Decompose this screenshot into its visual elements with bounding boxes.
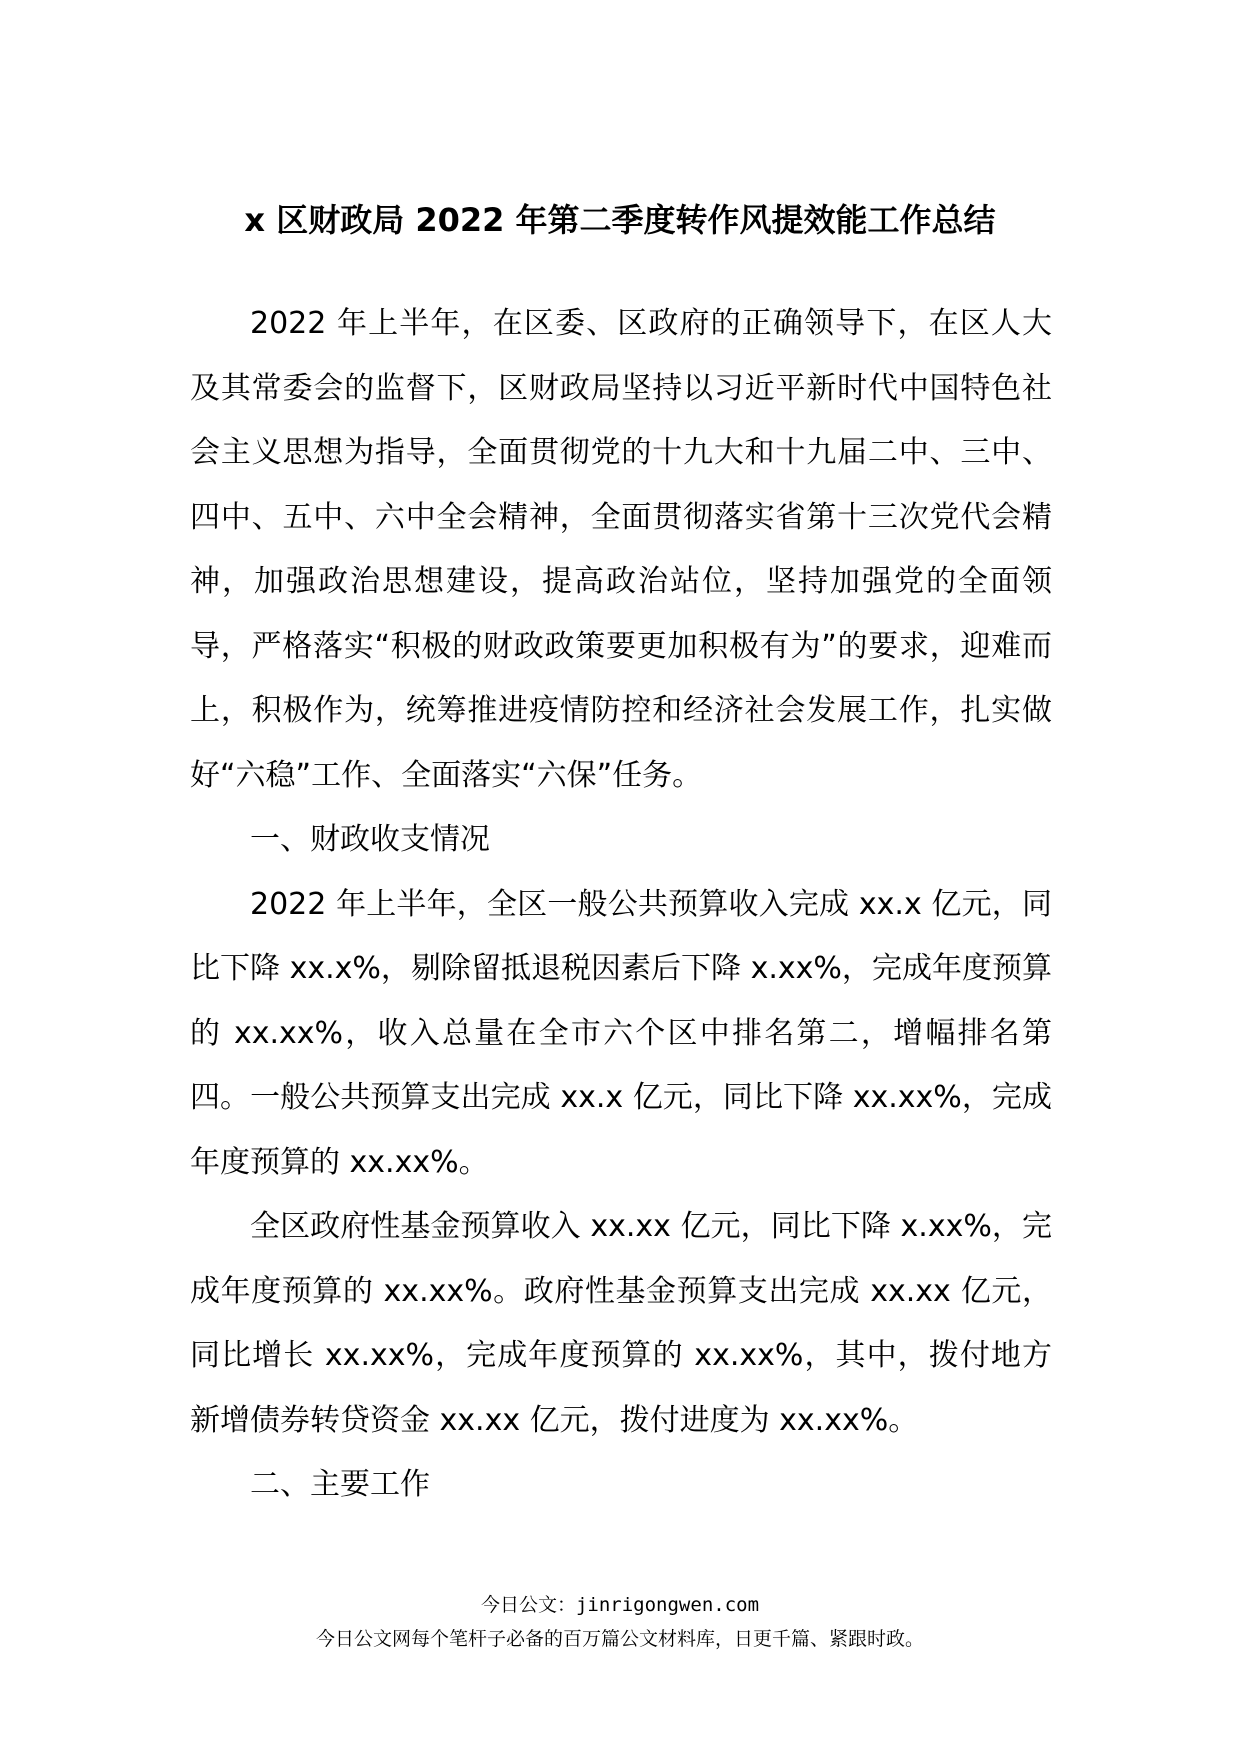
footer-tagline: 今日公文网每个笔杆子必备的百万篇公文材料库，日更千篇、紧跟时政。: [315, 1628, 924, 1650]
revenue-paragraph: 2022 年上半年，全区一般公共预算收入完成 xx.x 亿元，同比下降 xx.x%，剔除留抵退税因素后下降 x.xx%，完成年度预算的 xx.xx%，收入总量在全市六个区中排名第二，增幅排名第四。一般公共预算支出完成 xx.x 亿元，同比下降 xx.xx%，完成年度预算的 xx.xx%。: [190, 886, 1052, 1180]
document-body: [190, 292, 1052, 1518]
footer-site-label: 今日公文：: [480, 1594, 576, 1616]
section-heading-main-work: 二、主要工作: [250, 1467, 430, 1502]
document-title: x 区财政局 2022 年第二季度转作风提效能工作总结: [244, 201, 996, 239]
footer-source: [0, 1590, 1240, 1620]
footer-site-url[interactable]: jinrigongwen.com: [575, 1594, 760, 1616]
section-heading-finance: 一、财政收支情况: [250, 822, 490, 857]
intro-paragraph: 2022 年上半年，在区委、区政府的正确领导下，在区人大及其常委会的监督下，区财政局坚持以习近平新时代中国特色社会主义思想为指导，全面贯彻党的十九大和十九届二中、三中、四中、五中、六中全会精神，全面贯彻落实省第十三次党代会精神，加强政治思想建设，提高政治站位，坚持加强党的全面领导，严格落实“积极的财政政策要更加积极有为”的要求，迎难而上，积极作为，统筹推进疫情防控和经济社会发展工作，扎实做好“六稳”工作、全面落实“六保”任务。: [190, 306, 1052, 793]
fund-paragraph: 全区政府性基金预算收入 xx.xx 亿元，同比下降 x.xx%，完成年度预算的 xx.xx%。政府性基金预算支出完成 xx.xx 亿元，同比增长 xx.xx%，完成年度预算的 xx.xx%，其中，拨付地方新增债券转贷资金 xx.xx 亿元，拨付进度为 xx.xx%。: [190, 1209, 1052, 1438]
